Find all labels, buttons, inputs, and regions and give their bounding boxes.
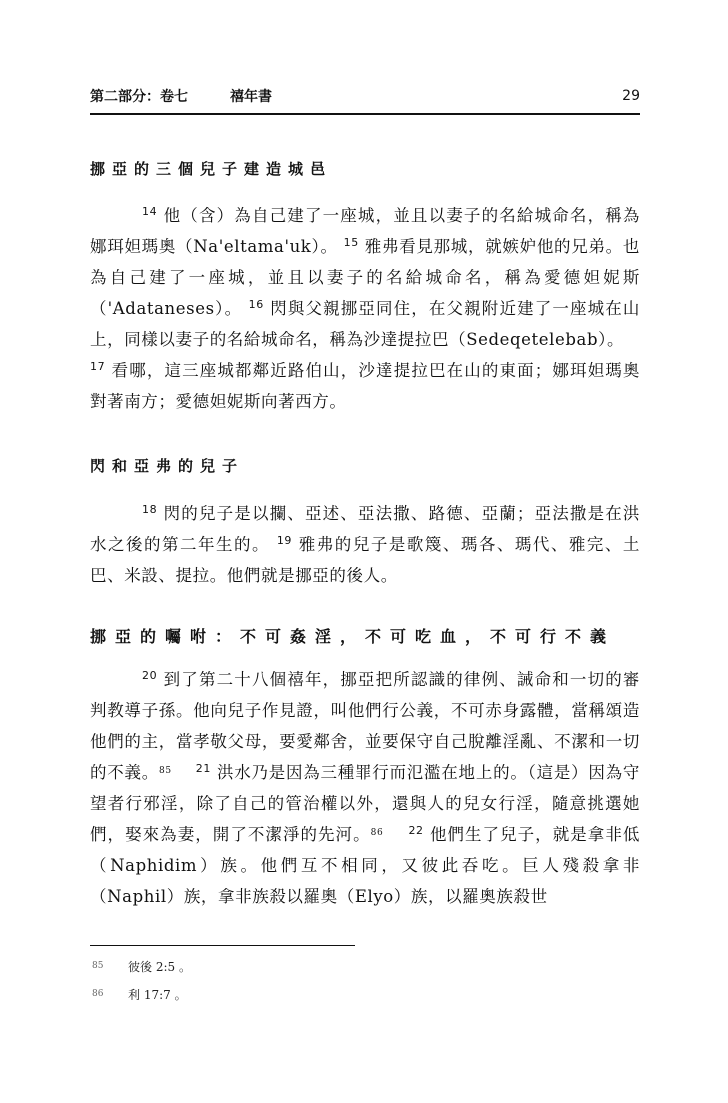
- verse-number: 22: [408, 824, 424, 837]
- verse-text: 閃與父親挪亞同住，在父親附近建了一座城在山上，同樣以妻子的名給城命名，稱為沙達提拉巴（Sedeqetelebab）。: [90, 299, 640, 349]
- footnote: [92, 986, 187, 1003]
- section-heading: 挪亞的囑咐：不可姦淫，不可吃血，不可行不義: [90, 627, 616, 646]
- footnote: [92, 958, 191, 975]
- section-heading: 閃和亞弗的兒子: [90, 457, 245, 475]
- verse-number: 15: [343, 236, 359, 249]
- verse-number: 19: [276, 534, 293, 547]
- section-heading: 挪亞的三個兒子建造城邑: [90, 160, 333, 178]
- running-header: [90, 86, 640, 108]
- verse-text: 到了第二十八個禧年，挪亞把所認識的律例、誡命和一切的審判教導子孫。他向兒子作見證，叫他們行公義，不可赤身露體，當稱頌造他們的主，當孝敬父母，要愛鄰舍，並要保守自己脫離淫亂、不潔和一切的不義。: [90, 670, 640, 782]
- footnote-rule: [90, 945, 355, 946]
- footnote-marker: 85: [159, 766, 172, 776]
- verse-number: 16: [248, 298, 264, 311]
- verse-number: 17: [90, 360, 106, 373]
- header-rule: [90, 113, 640, 115]
- verse-text: 雅弗看見那城，就嫉妒他的兄弟。也為自己建了一座城，並且以妻子的名給城命名，稱為愛德妲妮斯（'Adataneses）。: [90, 237, 640, 318]
- verse-number: 21: [195, 762, 211, 775]
- verse-text: 看哪，這三座城都鄰近路伯山，沙達提拉巴在山的東面；娜珥妲瑪奧對著南方；愛德妲妮斯向著西方。: [90, 361, 640, 411]
- verse-text: 雅弗的兒子是歌篾、瑪各、瑪代、雅完、土巴、米設、提拉。他們就是挪亞的後人。: [90, 535, 640, 585]
- verse-text: 閃的兒子是以攔、亞述、亞法撒、路德、亞蘭；亞法撒是在洪水之後的第二年生的。: [90, 504, 640, 554]
- paragraph: [90, 498, 640, 591]
- paragraph: [90, 664, 640, 912]
- footnote-number: 86: [92, 989, 104, 999]
- footnote-text: 彼後 2:5 。: [128, 960, 191, 974]
- paragraph: [90, 200, 640, 417]
- verse-number: 18: [142, 503, 158, 516]
- verse-text: 他們生了兒子，就是拿非低（Naphidim）族。他們互不相同，又彼此吞吃。巨人殘殺拿非（Naphil）族，拿非族殺以羅奧（Elyo）族，以羅奧族殺世: [90, 825, 640, 906]
- book-title: 禧年書: [230, 89, 272, 105]
- section-title: 第二部分：卷七: [90, 89, 188, 105]
- verse-text: 他（含）為自己建了一座城，並且以妻子的名給城命名，稱為娜珥妲瑪奧（Na'eltama'uk）。: [90, 206, 640, 256]
- footnote-marker: 86: [370, 828, 384, 838]
- verse-text: 洪水乃是因為三種罪行而氾濫在地上的。（這是）因為守望者行邪淫，除了自己的管治權以外，還與人的兒女行淫，隨意挑選她們，娶來為妻，開了不潔淨的先河。: [90, 763, 640, 844]
- verse-number: 20: [142, 669, 158, 682]
- footnote-number: 85: [92, 961, 104, 971]
- footnote-text: 利 17:7 。: [128, 988, 187, 1002]
- page-number: 29: [622, 88, 640, 104]
- verse-number: 14: [142, 205, 158, 218]
